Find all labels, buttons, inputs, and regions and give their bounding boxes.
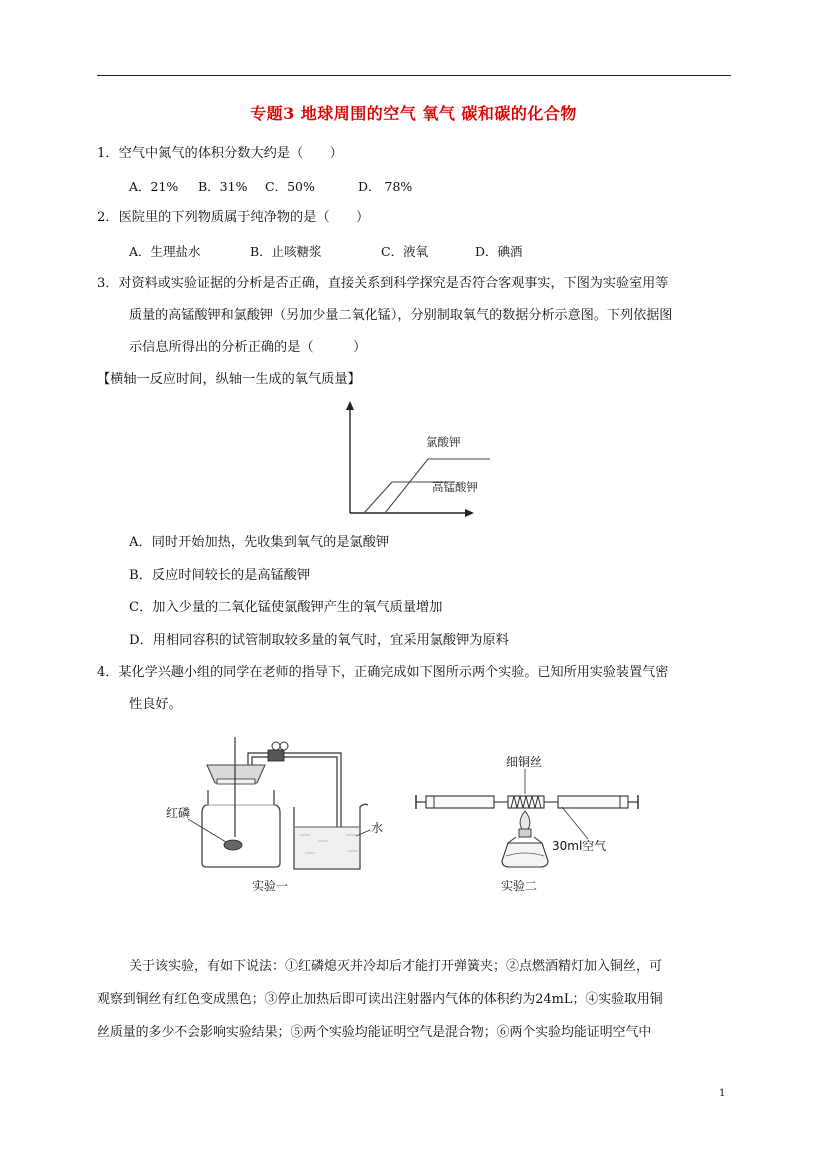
q3-stem-line-1: 3．对资料或实验证据的分析是否正确，直接关系到科学探究是否符合客观事实，下图为实验室用等 — [97, 276, 669, 291]
caption-experiment-2: 实验二 — [501, 879, 538, 893]
q4-paragraph-line-1: 关于该实验，有如下说法：①红磷熄灭并冷却后才能打开弹簧夹；②点燃酒精灯加入铜丝，可 — [129, 959, 663, 974]
graph-label-chlorate: 氯酸钾 — [426, 435, 461, 449]
q3-stem-line-3: 示信息所得出的分析正确的是（ ） — [129, 340, 367, 355]
q3-option-b: B．反应时间较长的是高锰酸钾 — [129, 568, 311, 583]
q4-stem-line-2: 性良好。 — [129, 697, 182, 712]
graph-x-arrow — [465, 509, 474, 517]
q4-paragraph-line-2: 观察到铜丝有红色变成黑色；③停止加热后即可读出注射器内气体的体积约为24mL；④实验取用铜 — [97, 992, 663, 1007]
air-pointer — [562, 807, 588, 839]
graph-y-arrow — [346, 401, 354, 410]
experiment-1-figure — [160, 735, 390, 900]
label-red-phosphorus: 红磷 — [166, 806, 191, 820]
lamp-wick-holder — [519, 829, 531, 837]
beaker-water — [295, 827, 359, 868]
flame — [520, 811, 530, 831]
q1-option-b: B．31% — [198, 179, 248, 194]
q4-stem-line-1: 4．某化学兴趣小组的同学在老师的指导下，正确完成如下图所示两个实验。已知所用实验装置气密 — [97, 665, 669, 680]
graph-label-permanganate: 高锰酸钾 — [432, 480, 478, 494]
q1-option-a: A．21% — [129, 179, 179, 194]
spring-clamp — [268, 750, 284, 761]
q4-paragraph-line-3: 丝质量的多少不会影响实验结果；⑤两个实验均能证明空气是混合物；⑥两个实验均能证明空气中 — [97, 1025, 652, 1040]
page-number: 1 — [719, 1088, 726, 1099]
red-phosphorus-spoon — [224, 840, 242, 850]
left-syringe — [426, 796, 494, 808]
header-rule — [97, 75, 731, 76]
bottle — [202, 790, 280, 867]
q2-option-a: A．生理盐水 — [129, 244, 201, 259]
page-title: 专题3 地球周围的空气 氧气 碳和碳的化合物 — [250, 104, 577, 123]
experiment-2-figure — [412, 735, 652, 900]
q2-stem: 2．医院里的下列物质属于纯净物的是（ ） — [97, 210, 370, 225]
q3-stem-line-2: 质量的高锰酸钾和氯酸钾（另加少量二氧化锰），分别制取氧气的数据分析示意图。下列依据图 — [129, 308, 673, 323]
label-copper-wire: 细铜丝 — [506, 755, 543, 769]
q3-option-d: D．用相同容积的试管制取较多量的氧气时，宜采用氯酸钾为原料 — [129, 633, 509, 648]
q1-option-c: C．50% — [265, 179, 315, 194]
caption-experiment-1: 实验一 — [252, 879, 289, 893]
label-water: 水 — [371, 821, 384, 835]
q3-oxygen-graph — [340, 400, 490, 525]
q2-option-d: D．碘酒 — [475, 244, 523, 259]
q1-stem: 1．空气中氮气的体积分数大约是（ ） — [97, 146, 343, 161]
q1-option-d: D． 78% — [358, 179, 413, 194]
q3-option-c: C．加入少量的二氧化锰使氯酸钾产生的氧气质量增加 — [129, 600, 443, 615]
q2-option-c: C．液氧 — [381, 244, 429, 259]
right-syringe — [558, 796, 628, 808]
q3-graph-note: 【横轴一反应时间，纵轴一生成的氧气质量】 — [97, 372, 361, 387]
phosphorus-pointer — [188, 819, 226, 842]
q2-option-b: B．止咳糖浆 — [250, 244, 322, 259]
q3-option-a: A．同时开始加热，先收集到氧气的是氯酸钾 — [129, 535, 390, 550]
label-30ml-air: 30ml空气 — [552, 839, 607, 853]
